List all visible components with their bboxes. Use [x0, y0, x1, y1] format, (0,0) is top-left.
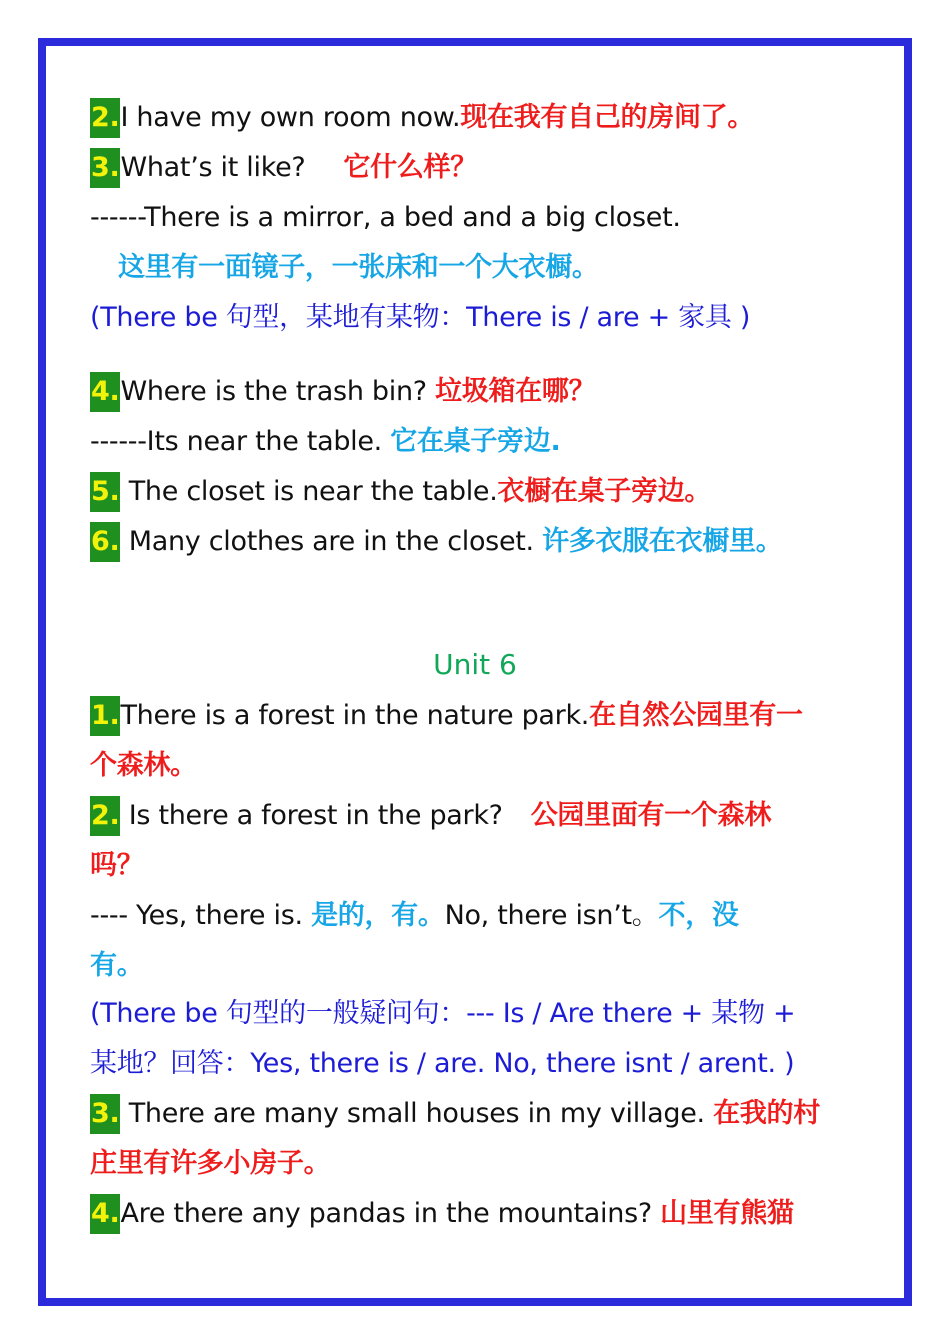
sentence-3 [90, 148, 477, 188]
unit6-sentence-4 [90, 1194, 794, 1234]
chinese-translation: 山里有熊猫 [660, 1198, 794, 1229]
chinese-translation: 现在我有自己的房间了。 [460, 102, 755, 133]
english-text: There is a forest in the nature park. [120, 700, 590, 731]
answer-3 [90, 198, 681, 238]
number-badge: 5. [90, 472, 120, 512]
english-text: What’s it like? [120, 152, 306, 183]
grammar-note-question-cont [90, 1044, 794, 1084]
chinese-translation: 是的，有。 [311, 900, 445, 931]
unit6-sentence-2-cont [90, 846, 143, 886]
chinese-translation: 许多衣服在衣橱里。 [542, 526, 783, 557]
chinese-translation: 庄里有许多小房子。 [90, 1148, 331, 1179]
grammar-note-text: (There be 句型的一般疑问句：--- Is / Are there + 某物 + [90, 998, 796, 1029]
grammar-note-there-be [90, 298, 750, 338]
chinese-translation: 吗？ [90, 850, 144, 881]
unit6-answer-2 [90, 896, 739, 936]
chinese-translation: 有。 [90, 950, 144, 981]
unit6-sentence-1-cont [90, 746, 197, 786]
answer-3-translation [118, 248, 599, 288]
chinese-translation: 它什么样？ [343, 152, 477, 183]
sentence-5 [90, 472, 711, 512]
unit6-sentence-2 [90, 796, 771, 836]
answer-4 [90, 422, 560, 462]
grammar-note-text: (There be 句型，某地有某物：There is / are + 家具 ) [90, 302, 751, 333]
unit6-sentence-3-cont [90, 1144, 330, 1184]
number-badge: 1. [90, 696, 120, 736]
chinese-translation: 在自然公园里有一 [589, 700, 803, 731]
english-text: Is there a forest in the park? [120, 800, 503, 831]
sentence-2 [90, 98, 754, 138]
english-text: No, there isn’t。 [444, 900, 659, 931]
chinese-translation: 衣橱在桌子旁边。 [497, 476, 712, 507]
english-text: There are many small houses in my village. [120, 1098, 714, 1129]
english-text: Many clothes are in the closet. [120, 526, 543, 557]
number-badge: 2. [90, 796, 120, 836]
chinese-translation: 不，没 [658, 900, 739, 931]
chinese-translation: 这里有一面镜子，一张床和一个大衣橱。 [118, 252, 599, 283]
chinese-translation: 在我的村 [713, 1098, 820, 1129]
number-badge: 3. [90, 1094, 120, 1134]
sentence-6 [90, 522, 782, 562]
number-badge: 4. [90, 1194, 120, 1234]
unit6-sentence-3 [90, 1094, 820, 1134]
chinese-translation: 公园里面有一个森林 [530, 800, 772, 831]
chinese-translation: 垃圾箱在哪？ [435, 376, 596, 407]
english-text: ------There is a mirror, a bed and a big closet. [90, 202, 681, 233]
english-text: ---- Yes, there is. [90, 900, 312, 931]
english-text: Where is the trash bin? [120, 376, 436, 407]
english-text: The closet is near the table. [120, 476, 498, 507]
unit6-answer-2-cont [90, 946, 143, 986]
english-text: ------Its near the table. [90, 426, 391, 457]
grammar-note-question [90, 994, 795, 1034]
unit-heading: Unit 6 [433, 648, 517, 681]
unit6-sentence-1 [90, 696, 803, 736]
grammar-note-text: 某地？回答：Yes, there is / are. No, there isnt / arent. ) [90, 1048, 795, 1079]
english-text: I have my own room now. [120, 102, 461, 133]
sentence-4 [90, 372, 595, 412]
number-badge: 3. [90, 148, 120, 188]
number-badge: 4. [90, 372, 120, 412]
chinese-translation: 它在桌子旁边. [390, 426, 561, 457]
number-badge: 6. [90, 522, 120, 562]
english-text: Are there any pandas in the mountains? [120, 1198, 661, 1229]
number-badge: 2. [90, 98, 120, 138]
chinese-translation: 个森林。 [90, 750, 197, 781]
